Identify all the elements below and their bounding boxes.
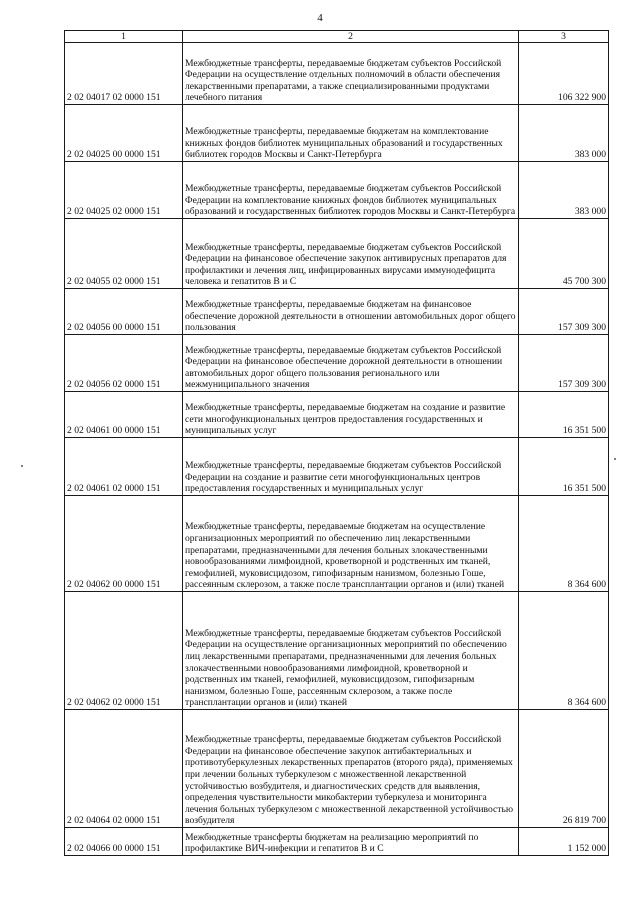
budget-code: 2 02 04064 02 0000 151 xyxy=(65,710,183,828)
transfer-description: Межбюджетные трансферты, передаваемые бюджетам субъектов Российской Федерации на комплектование книжных фондов библиотек муниципальных образований и государственных библиотек городов Москвы и Санкт-Петербурга xyxy=(183,162,519,219)
budget-code: 2 02 04062 00 0000 151 xyxy=(65,496,183,592)
budget-code: 2 02 04061 02 0000 151 xyxy=(65,438,183,496)
transfer-description: Межбюджетные трансферты, передаваемые бюджетам субъектов Российской Федерации на финансовое обеспечение дорожной деятельности в отношении автомобильных дорог общего пользования регионального или межмуниципального значения xyxy=(183,335,519,392)
scan-speck xyxy=(614,458,616,460)
budget-code: 2 02 04062 02 0000 151 xyxy=(65,592,183,710)
amount: 16 351 500 xyxy=(519,438,609,496)
budget-transfers-table xyxy=(64,30,609,856)
scan-speck xyxy=(21,465,23,467)
transfer-description: Межбюджетные трансферты, передаваемые бюджетам на создание и развитие сети многофункциональных центров предоставления государственных и муниципальных услуг xyxy=(183,392,519,438)
amount: 383 000 xyxy=(519,162,609,219)
table-row xyxy=(65,496,609,592)
table-row xyxy=(65,105,609,162)
budget-code: 2 02 04055 02 0000 151 xyxy=(65,219,183,289)
column-number-header-row xyxy=(65,31,609,43)
budget-code: 2 02 04017 02 0000 151 xyxy=(65,43,183,105)
column-header-3: 3 xyxy=(519,31,609,43)
budget-code: 2 02 04025 02 0000 151 xyxy=(65,162,183,219)
page-number: 4 xyxy=(317,12,323,24)
transfer-description: Межбюджетные трансферты, передаваемые бюджетам субъектов Российской Федерации на осуществление организационных мероприятий по обеспечению лиц лекарственными препаратами, предназначенными для лечения больных злокачественными новообразованиями лимфоидной, кроветворной и родственных им тканей, гемофилией, муковисцидозом, гипофизарным нанизмом, болезнью Гоше, рассеянным склерозом, а также после трансплантации органов и (или) тканей xyxy=(183,592,519,710)
amount: 8 364 600 xyxy=(519,592,609,710)
transfer-description: Межбюджетные трансферты бюджетам на реализацию мероприятий по профилактике ВИЧ-инфекции и гепатитов В и С xyxy=(183,828,519,856)
transfer-description: Межбюджетные трансферты, передаваемые бюджетам субъектов Российской Федерации на финансовое обеспечение закупок антивирусных препаратов для профилактики и лечения лиц, инфицированных вирусами иммунодефицита человека и гепатитов В и С xyxy=(183,219,519,289)
table-row xyxy=(65,438,609,496)
transfer-description: Межбюджетные трансферты, передаваемые бюджетам на комплектование книжных фондов библиотек муниципальных образований и государственных библиотек городов Москвы и Санкт-Петербурга xyxy=(183,105,519,162)
budget-code: 2 02 04056 02 0000 151 xyxy=(65,335,183,392)
transfer-description: Межбюджетные трансферты, передаваемые бюджетам на осуществление организационных мероприятий по обеспечению лиц лекарственными препаратами, предназначенными для лечения больных злокачественными новообразованиями лимфоидной, кроветворной и родственных им тканей, гемофилией, муковисцидозом, гипофизарным нанизмом, болезнью Гоше, рассеянным склерозом, а также после трансплантации органов и (или) тканей xyxy=(183,496,519,592)
table-row xyxy=(65,710,609,828)
amount: 383 000 xyxy=(519,105,609,162)
budget-code: 2 02 04025 00 0000 151 xyxy=(65,105,183,162)
transfer-description: Межбюджетные трансферты, передаваемые бюджетам субъектов Российской Федерации на финансовое обеспечение закупок антибактериальных и противотуберкулезных лекарственных препаратов (второго ряда), применяемых при лечении больных туберкулезом с множественной лекарственной устойчивостью возбудителя, и диагностических средств для выявления, определения чувствительности микобактерии туберкулеза и мониторинга лечения больных туберкулезом с множественной лекарственной устойчивостью возбудителя xyxy=(183,710,519,828)
table-row xyxy=(65,43,609,105)
transfer-description: Межбюджетные трансферты, передаваемые бюджетам субъектов Российской Федерации на осуществление отдельных полномочий в области обеспечения лекарственными препаратами, а также специализированными продуктами лечебного питания xyxy=(183,43,519,105)
table-row xyxy=(65,219,609,289)
table-row xyxy=(65,162,609,219)
transfer-description: Межбюджетные трансферты, передаваемые бюджетам субъектов Российской Федерации на создание и развитие сети многофункциональных центров предоставления государственных и муниципальных услуг xyxy=(183,438,519,496)
column-header-1: 1 xyxy=(65,31,183,43)
amount: 16 351 500 xyxy=(519,392,609,438)
transfer-description: Межбюджетные трансферты, передаваемые бюджетам на финансовое обеспечение дорожной деятельности в отношении автомобильных дорог общего пользования xyxy=(183,289,519,335)
table-row xyxy=(65,592,609,710)
amount: 8 364 600 xyxy=(519,496,609,592)
table-row xyxy=(65,392,609,438)
table-row xyxy=(65,828,609,856)
amount: 157 309 300 xyxy=(519,289,609,335)
amount: 26 819 700 xyxy=(519,710,609,828)
budget-code: 2 02 04056 00 0000 151 xyxy=(65,289,183,335)
budget-code: 2 02 04061 00 0000 151 xyxy=(65,392,183,438)
budget-code: 2 02 04066 00 0000 151 xyxy=(65,828,183,856)
amount: 45 700 300 xyxy=(519,219,609,289)
table-row xyxy=(65,289,609,335)
table-row xyxy=(65,335,609,392)
amount: 106 322 900 xyxy=(519,43,609,105)
amount: 1 152 000 xyxy=(519,828,609,856)
column-header-2: 2 xyxy=(183,31,519,43)
amount: 157 309 300 xyxy=(519,335,609,392)
